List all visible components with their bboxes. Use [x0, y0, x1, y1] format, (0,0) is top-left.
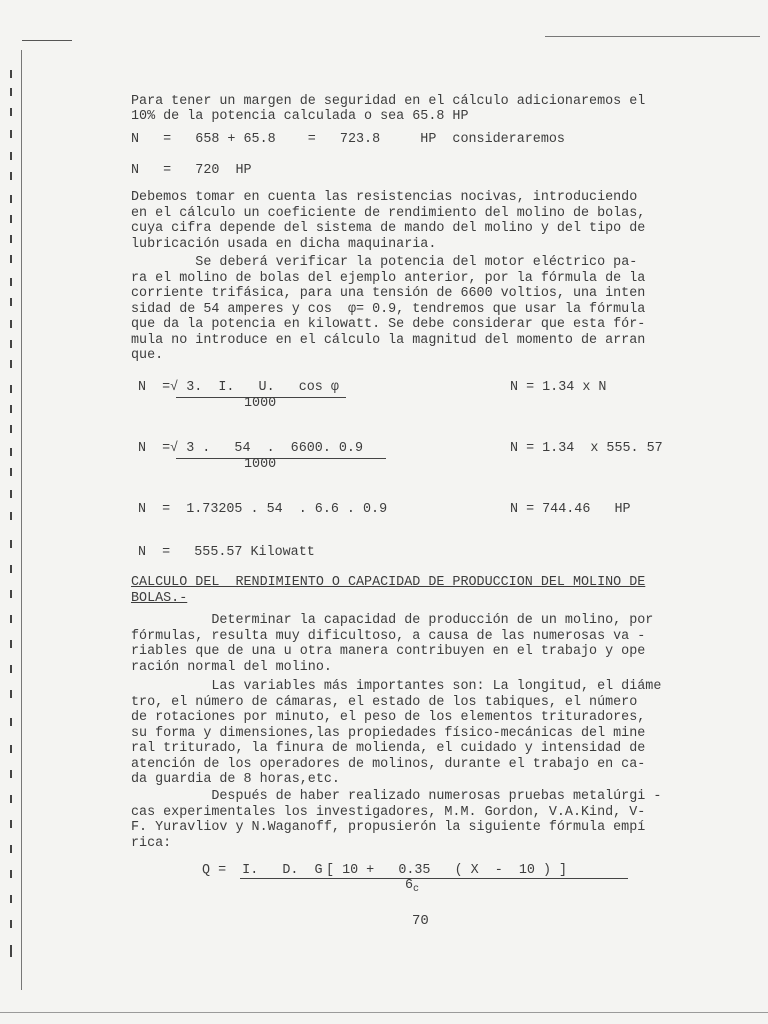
equation-n-result: N = 720 HP	[131, 163, 252, 178]
intro-line-2: 10% de la potencia calculada o sea 65.8 HP	[131, 109, 469, 124]
scan-edge-line	[0, 1012, 768, 1013]
section-heading: CALCULO DEL RENDIMIENTO O CAPACIDAD DE PRODUCCION DEL MOLINO DE BOLAS.-	[131, 575, 646, 606]
formula-q-denominator: $6_c$	[405, 878, 420, 895]
paragraph-despues: Después de haber realizado numerosas pruebas metalúrgi - cas experimentales los investigadores, M.M. Gordon, V.A.Kind, V- F. Yuravliov y N.Waganoff, propusierón la siguiente fórmula empí rica:	[131, 789, 662, 851]
page-number: 70	[412, 913, 429, 929]
formula-n1-general-denominator: 1000	[244, 396, 277, 411]
formula-q-left: Q = I. D. G	[202, 863, 323, 878]
formula-n2-substituted: N = 1.34 x 555. 57	[510, 441, 663, 456]
formula-n1-substituted-denominator: 1000	[244, 457, 277, 472]
paragraph-motor: Se deberá verificar la potencia del motor eléctrico pa- ra el molino de bolas del ejemplo anterior, por la fórmula de la corriente trifásica, para una tensión de 6600 voltios, una inten sidad de 54 amperes y cos φ= 0.9, tendremos que usar la fórmula que da la potencia en kilowatt. Se debe considerar que esta fór- mula no introduce en el cálculo la magnitud del momento de arran que.	[131, 255, 646, 363]
intro-line-1: Para tener un margen de seguridad en el cálculo adicionaremos el	[131, 94, 646, 109]
formula-n1-substituted: N =√ 3 . 54 . 6600. 0.9	[138, 441, 363, 456]
formula-n2-general: N = 1.34 x N	[510, 380, 607, 395]
scan-edge-line	[545, 36, 760, 37]
paragraph-resistencias: Debemos tomar en cuenta las resistencias nocivas, introduciendo en el cálculo un coeficiente de rendimiento del molino de bolas, cuya cifra depende del sistema de mando del molino y del tipo de lubricación usada en dicha maquinaria.	[131, 190, 646, 252]
formula-q-bracket: [ 10 + 0.35 ( X - 10 ) ]	[326, 863, 568, 878]
formula-n2-result: N = 744.46 HP	[510, 502, 631, 517]
binding-holes	[0, 0, 30, 1024]
paragraph-capacidad: Determinar la capacidad de producción de un molino, por fórmulas, resulta muy dificultoso, a causa de las numerosas va - riables que de una u otra manera contribuyen en el trabajo y ope ración normal del molino.	[131, 613, 654, 675]
equation-n-sum: N = 658 + 65.8 = 723.8 HP consideraremos	[131, 132, 565, 147]
paragraph-variables: Las variables más importantes son: La longitud, el diáme tro, el número de cámaras, el estado de los tabiques, el número de rotaciones por minuto, el peso de los elementos trituradores, su forma y dimensiones,las propiedades físico-mecánicas del mine ral triturado, la finura de molienda, el cuidado y intensidad de atención de los operadores de molinos, durante el trabajo en ca- da guardia de 8 horas,etc.	[131, 679, 662, 787]
fraction-bar	[240, 878, 628, 879]
formula-n1-result: N = 555.57 Kilowatt	[138, 545, 315, 560]
fraction-bar	[176, 458, 386, 459]
formula-n1-evaluated: N = 1.73205 . 54 . 6.6 . 0.9	[138, 502, 388, 517]
formula-n1-general: N =√ 3. I. U. cos φ	[138, 380, 339, 395]
